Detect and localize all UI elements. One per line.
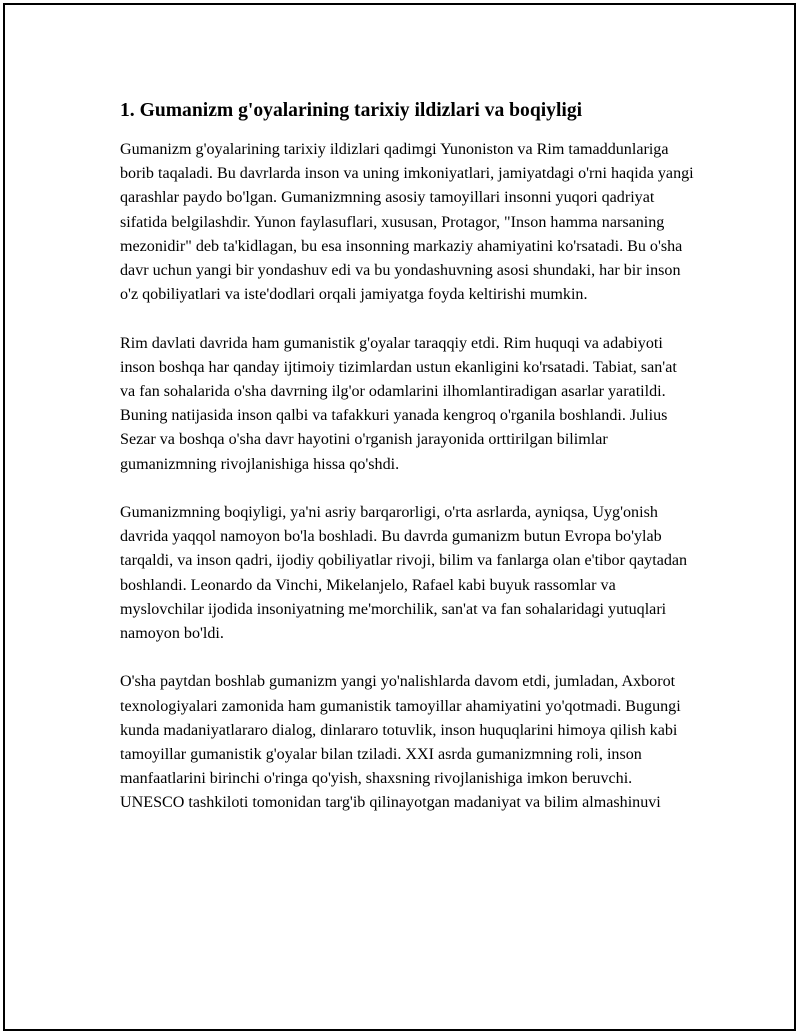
paragraph-renaissance: Gumanizmning boqiyligi, ya'ni asriy barqarorligi, o'rta asrlarda, ayniqsa, Uyg'onish davrida yaqqol namoyon bo'la boshladi. Bu davrda gumanizm butun Evropa bo'ylab tarqaldi, va inson qadri, ijodiy qobiliyatlar rivoji, bilim va fanlarga olan e'tibor qaytadan boshlandi. Leonardo da Vinchi, Mikelanjelo, Rafael kabi buyuk rassomlar va myslovchilar ijodida insoniyatning me'morchilik, san'at va fan sohalaridagi yutuqlari namoyon bo'ldi.: [120, 504, 688, 643]
paragraph-ancient-roots: Gumanizm g'oyalarining tarixiy ildizlari qadimgi Yunoniston va Rim tamaddunlariga borib taqaladi. Bu davrlarda inson va uning imkoniyatlari, jamiyatdagi o'rni haqida yangi qarashlar paydo bo'lgan. Gumanizmning asosiy tamoyillari insonni yuqori qadriyat sifatida belgilashdir. Yunon faylasuflari, xususan, Protagor, "Inson hamma narsaning mezonidir" deb ta'kidlagan, bu esa insonning markaziy ahamiyatini ko'rsatadi. Bu o'sha davr uchun yangi bir yondashuv edi va bu yondashuvning asosi shundaki, har bir inson o'z qobiliyatlari va iste'dodlari orqali jamiyatga foyda keltirishi mumkin.: [120, 141, 694, 304]
document-page: [3, 3, 796, 1031]
paragraph-modern-era: O'sha paytdan boshlab gumanizm yangi yo'nalishlarda davom etdi, jumladan, Axborot texnologiyalari zamonida ham gumanistik tamoyillar ahamiyatini yo'qotmadi. Bugungi kunda madaniyatlararo dialog, dinlararo totuvlik, inson huquqlarini himoya qilish kabi tamoyillar gumanistik g'oyalar bilan tziladi. XXI asrda gumanizmning roli, inson manfaatlarini birinchi o'ringa qo'yish, shaxsning rivojlanishiga imkon beruvchi. UNESCO tashkiloti tomonidan targ'ib qilinayotgan madaniyat va bilim almashinuvi: [120, 673, 681, 812]
document-body: [120, 97, 695, 840]
section-heading: 1. Gumanizm g'oyalarining tarixiy ildizlari va boqiyligi: [120, 100, 583, 121]
paragraph-roman-era: Rim davlati davrida ham gumanistik g'oyalar taraqqiy etdi. Rim huquqi va adabiyoti inson boshqa har qanday ijtimoiy tizimlardan ustun ekanligini ko'rsatadi. Tabiat, san'at va fan sohalarida o'sha davrning ilg'or odamlarini ilhomlantiradigan asarlar yaratildi. Buning natijasida inson qalbi va tafakkuri yanada kengroq o'rganila boshlandi. Julius Sezar va boshqa o'sha davr hayotini o'rganish jarayonida orttirilgan bilimlar gumanizmning rivojlanishiga hissa qo'shdi.: [120, 334, 677, 473]
